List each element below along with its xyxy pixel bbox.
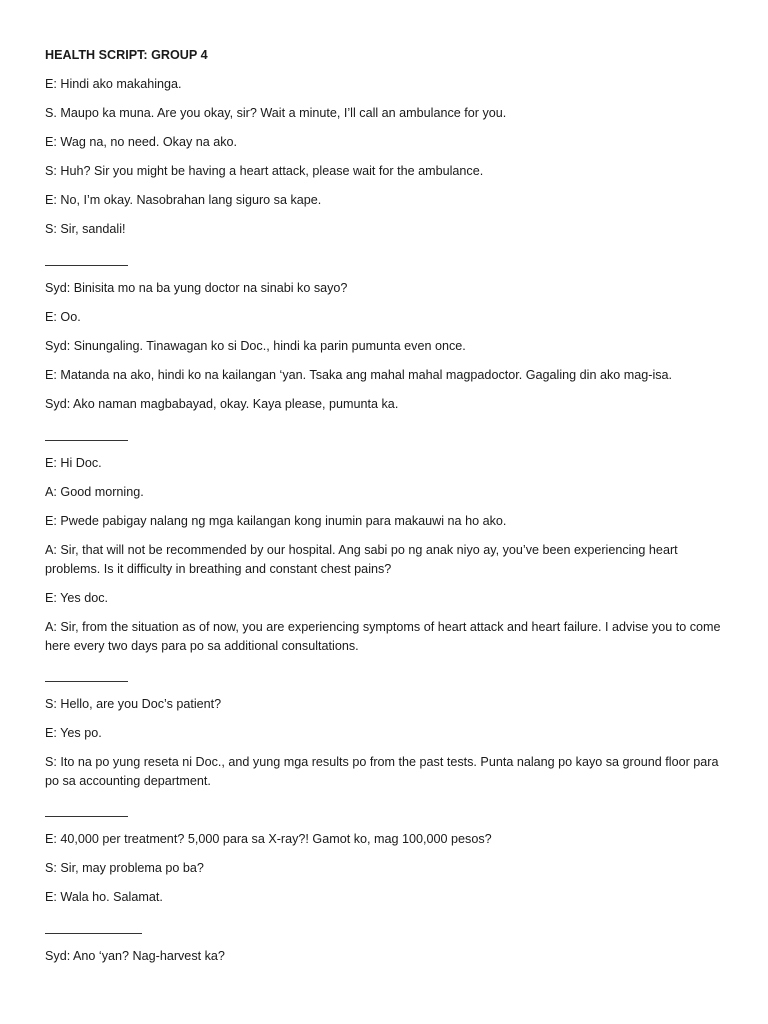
scene-separator [45,933,142,934]
dialogue-line: S: Ito na po yung reseta ni Doc., and yung mga results po from the past tests. Punta nalang po kayo sa ground floor para po sa accounting department. [45,755,719,788]
dialogue-line: E: Yes doc. [45,591,109,605]
dialogue-line: E: Oo. [45,310,81,324]
dialogue-line: Syd: Ako naman magbabayad, okay. Kaya please, pumunta ka. [45,397,399,411]
scene-separator [45,440,128,441]
dialogue-line: E: 40,000 per treatment? 5,000 para sa X-ray?! Gamot ko, mag 100,000 pesos? [45,832,492,846]
dialogue-line: E: Matanda na ako, hindi ko na kailangan ‘yan. Tsaka ang mahal mahal magpadoctor. Gagaling din ako mag-isa. [45,368,673,382]
dialogue-line: A: Sir, from the situation as of now, you are experiencing symptoms of heart attack and heart failure. I advise you to come here every two days para po sa additional consultations. [45,620,721,653]
dialogue-line: S: Hello, are you Doc’s patient? [45,697,222,711]
dialogue-line: E: Yes po. [45,726,102,740]
dialogue-line: S: Sir, sandali! [45,222,126,236]
document-title: HEALTH SCRIPT: GROUP 4 [45,48,208,62]
scene-separator [45,816,128,817]
dialogue-line: E: Wag na, no need. Okay na ako. [45,135,238,149]
dialogue-line: E: Pwede pabigay nalang ng mga kailangan kong inumin para makauwi na ho ako. [45,514,507,528]
dialogue-line: E: Hindi ako makahinga. [45,77,182,91]
dialogue-line: E: No, I’m okay. Nasobrahan lang siguro sa kape. [45,193,322,207]
dialogue-line: A: Good morning. [45,485,144,499]
dialogue-line: Syd: Ano ‘yan? Nag-harvest ka? [45,949,225,963]
dialogue-line: A: Sir, that will not be recommended by our hospital. Ang sabi po ng anak niyo ay, you’ve been experiencing heart problems. Is it difficulty in breathing and constant chest pains? [45,543,678,576]
dialogue-line: S: Huh? Sir you might be having a heart attack, please wait for the ambulance. [45,164,484,178]
dialogue-line: Syd: Sinungaling. Tinawagan ko si Doc., hindi ka parin pumunta even once. [45,339,466,353]
dialogue-line: E: Hi Doc. [45,456,102,470]
dialogue-line: S: Sir, may problema po ba? [45,861,204,875]
dialogue-line: Syd: Binisita mo na ba yung doctor na sinabi ko sayo? [45,281,348,295]
dialogue-line: S. Maupo ka muna. Are you okay, sir? Wait a minute, I’ll call an ambulance for you. [45,106,507,120]
dialogue-line: E: Wala ho. Salamat. [45,890,163,904]
scene-separator [45,681,128,682]
scene-separator [45,265,128,266]
